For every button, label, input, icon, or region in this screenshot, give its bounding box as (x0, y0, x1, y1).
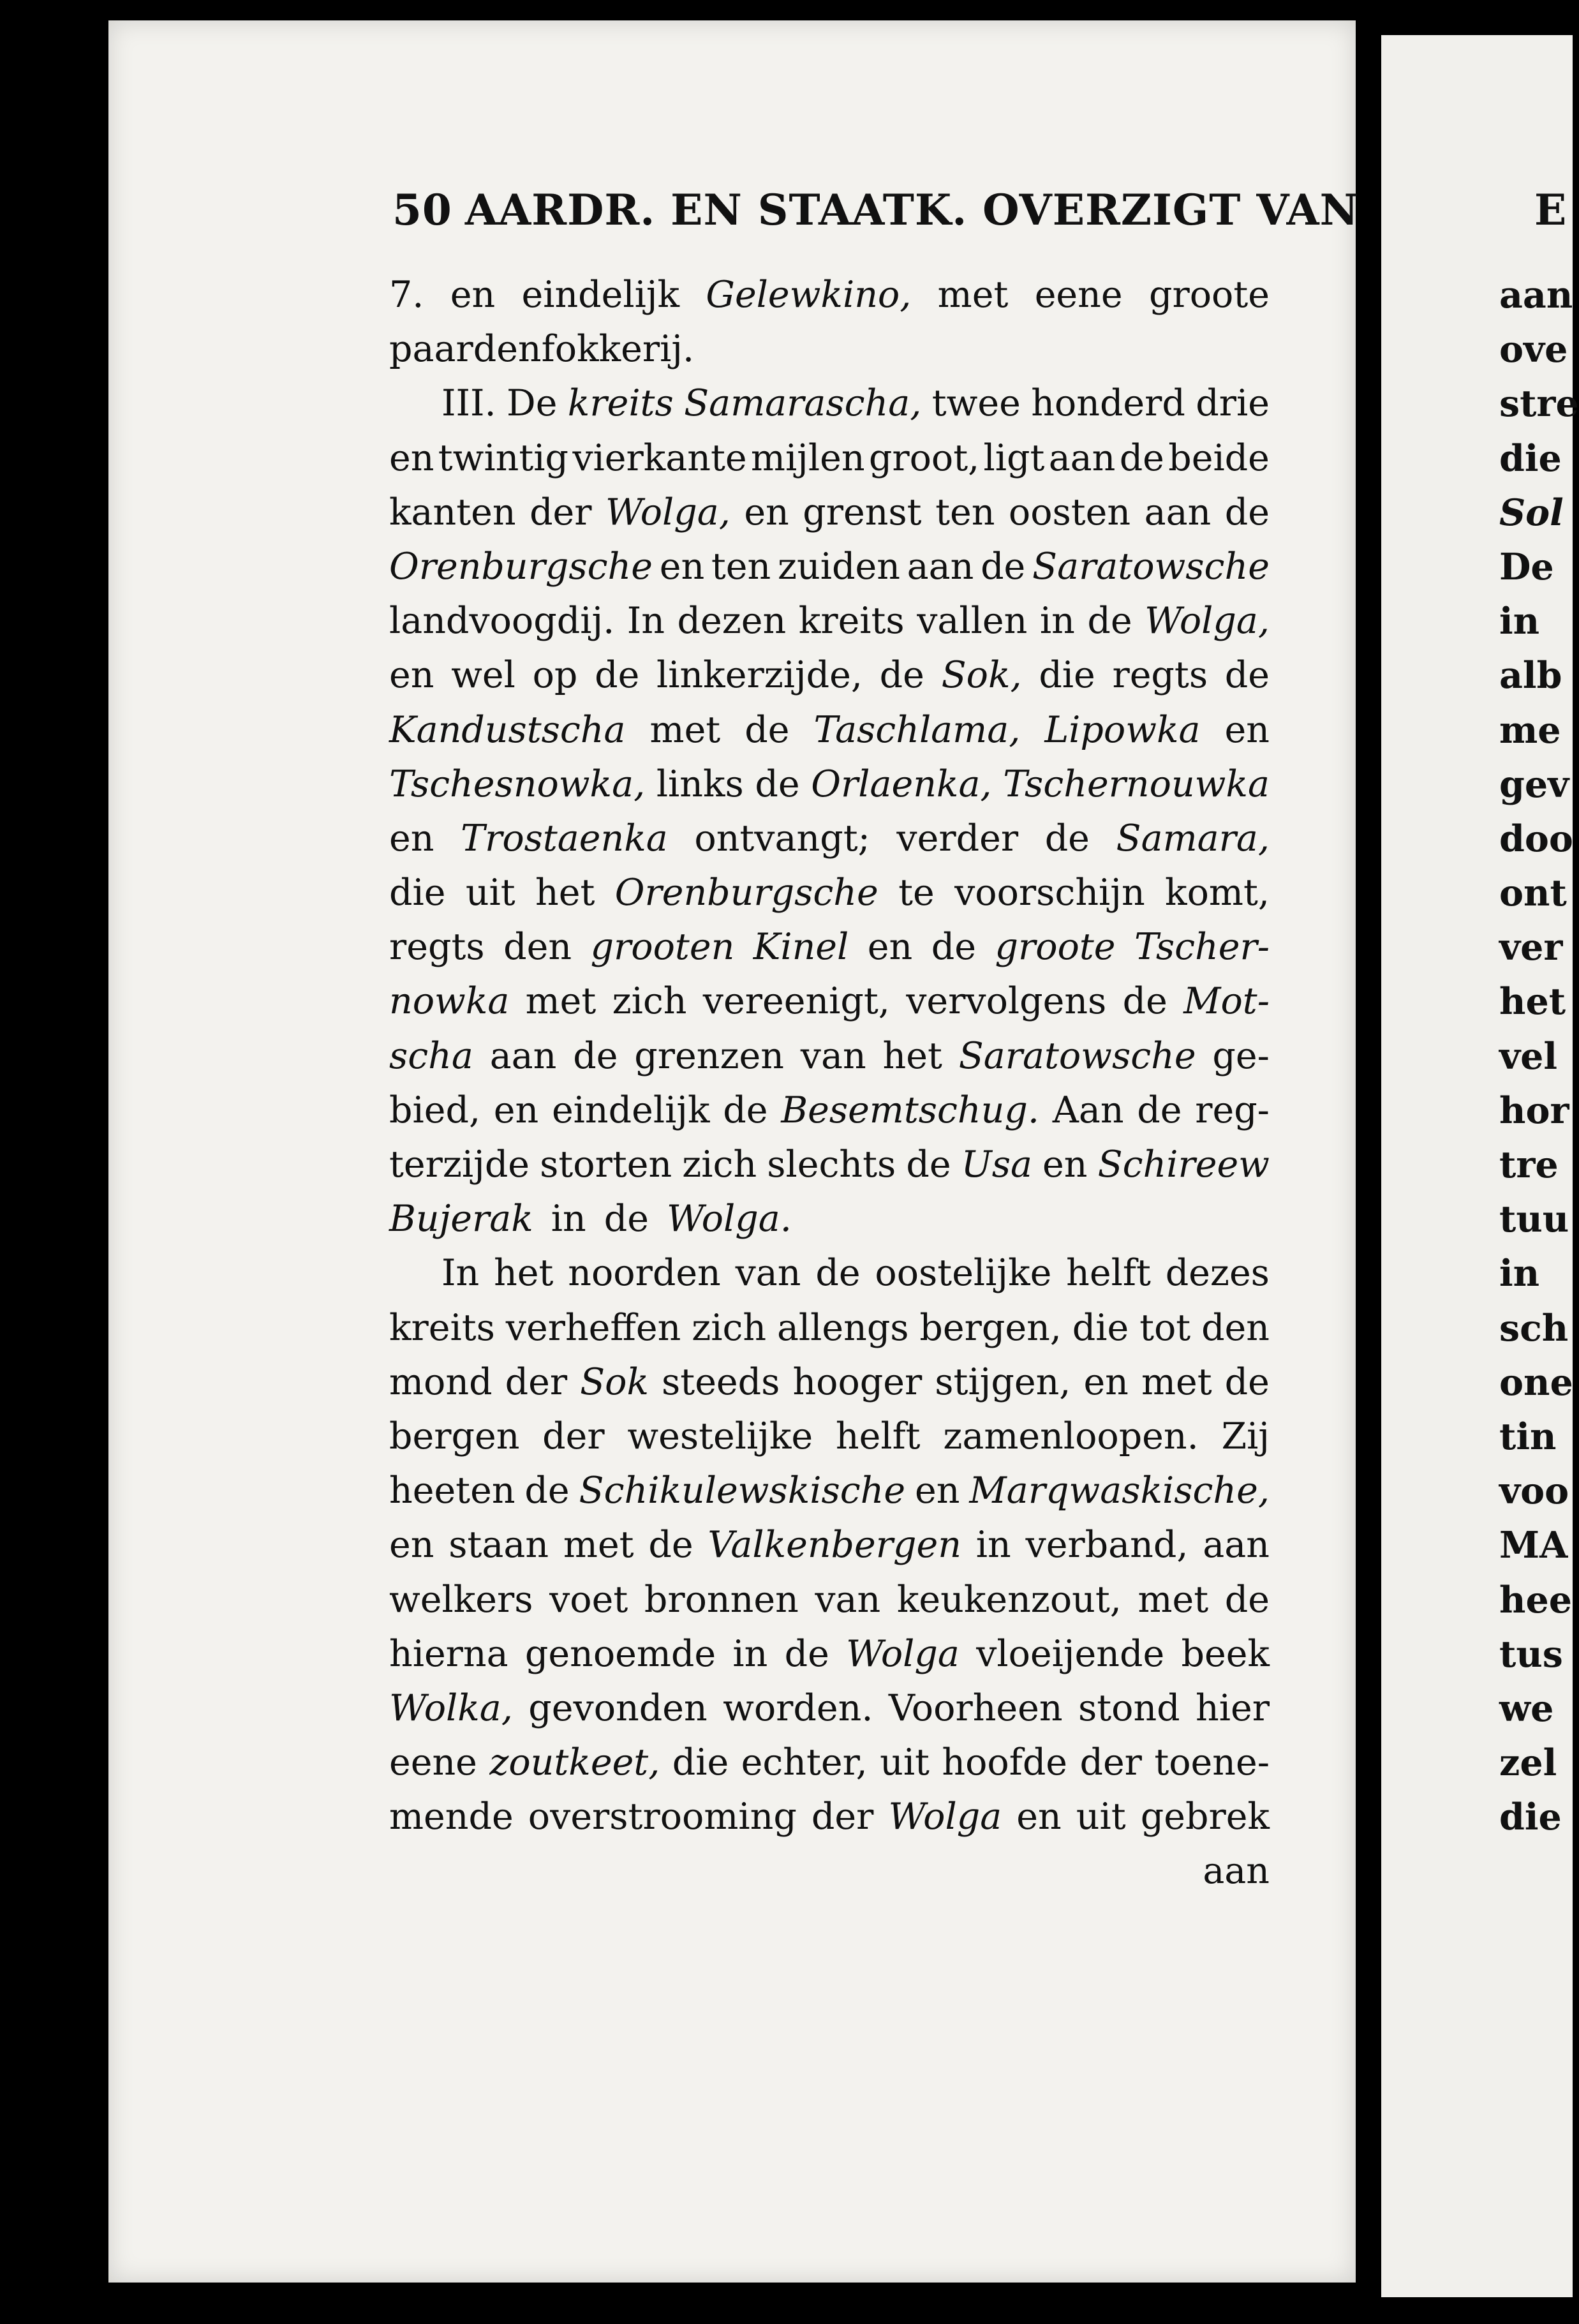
word: ten (711, 545, 771, 588)
word: vervolgens (906, 980, 1107, 1023)
word: de (745, 708, 790, 751)
running-head-title: AARDR. EN STAATK. OVERZIGT VAN (464, 185, 1360, 235)
word: mijlen (750, 436, 865, 479)
word: bied, (389, 1089, 481, 1131)
word: uit (1076, 1796, 1126, 1838)
facing-page-fragment: tre (1499, 1143, 1559, 1186)
word: en (389, 654, 434, 697)
word: de (648, 1524, 693, 1567)
word: kreits (567, 382, 674, 425)
word: in (975, 1524, 1011, 1567)
word: Samara, (1116, 817, 1270, 860)
word: linkerzijde, (656, 654, 863, 697)
word: hooger (792, 1360, 923, 1403)
word: de (723, 1089, 768, 1131)
word: de (784, 1632, 829, 1675)
text-line (389, 540, 1270, 594)
facing-page-fragment: ont (1499, 872, 1567, 915)
word: hier (1196, 1687, 1270, 1729)
word: eindelijk (521, 274, 680, 316)
word: ge- (1212, 1034, 1270, 1077)
word: honderd (1031, 382, 1185, 425)
word: te (898, 872, 935, 914)
word: paardenfokkerij. (389, 328, 695, 371)
word: ontvangt; (694, 817, 870, 860)
facing-page-fragment: hee (1499, 1578, 1572, 1621)
facing-page-fragment: die (1499, 1796, 1562, 1839)
word: de (524, 1470, 570, 1512)
word: in (1039, 600, 1075, 643)
text-line (389, 1736, 1270, 1790)
word: Tscher- (1134, 926, 1270, 969)
facing-page-fragment: we (1499, 1687, 1554, 1730)
word: overstrooming (528, 1796, 797, 1838)
facing-page-fragment: stre (1499, 382, 1579, 426)
word: genoemde (524, 1632, 716, 1675)
word: slechts (767, 1143, 896, 1186)
page-number: 50 (392, 185, 452, 235)
word: 7. (389, 274, 424, 316)
facing-page-fragment: one (1499, 1360, 1573, 1404)
indented-word (389, 1246, 479, 1300)
facing-page-fragment: het (1499, 980, 1566, 1024)
word: stond (1078, 1687, 1180, 1729)
facing-page-text-fragments (1499, 268, 1579, 1844)
word: der (542, 1415, 605, 1457)
word: zich (612, 980, 687, 1023)
word: beek (1181, 1632, 1270, 1675)
word: de (815, 1252, 861, 1295)
word: der (530, 491, 592, 533)
word: de (906, 1143, 951, 1186)
text-line (389, 1029, 1270, 1084)
word: Sok, (941, 654, 1022, 697)
word: op (532, 654, 578, 697)
word: welkers (389, 1578, 533, 1621)
word: hierna (389, 1632, 508, 1675)
facing-page-fragment: me (1499, 708, 1561, 752)
word: grenzen (634, 1034, 784, 1077)
facing-page-fragment: sch (1499, 1306, 1569, 1350)
word: Marqwaskische, (969, 1470, 1270, 1512)
facing-page-fragment: zel (1499, 1741, 1557, 1785)
word: Tschernouwka (1003, 763, 1270, 805)
word: ten (935, 491, 995, 533)
word: wel (451, 654, 515, 697)
word: Usa (961, 1143, 1032, 1186)
word: den (503, 926, 572, 969)
word: de (1087, 600, 1132, 643)
word: terzijde (389, 1143, 530, 1186)
word: Tschesnowka, (389, 763, 646, 805)
word: en (915, 1470, 960, 1512)
word: Kandustscha (389, 708, 626, 751)
word: Zij (1221, 1415, 1270, 1457)
text-line (389, 757, 1270, 812)
word: groot, (868, 436, 980, 479)
word: Voorheen (888, 1687, 1063, 1729)
word: reg- (1195, 1089, 1270, 1131)
word: heeten (389, 1470, 515, 1512)
word: het (882, 1034, 942, 1077)
word: de (879, 654, 924, 697)
word: Wolka, (389, 1687, 513, 1729)
word: met (937, 274, 1009, 316)
word: kreits (389, 1306, 495, 1349)
text-line (389, 1681, 1270, 1736)
word: zich (692, 1306, 767, 1349)
word: Orenburgsche (614, 872, 878, 914)
text-line (389, 974, 1270, 1029)
word: het (494, 1252, 554, 1295)
facing-page-fragment: ove (1499, 328, 1568, 371)
word: van (800, 1034, 866, 1077)
word: met (563, 1524, 634, 1567)
word: voet (549, 1578, 628, 1621)
word: regts (1112, 654, 1208, 697)
word: oostelijke (875, 1252, 1052, 1295)
word: de (1119, 436, 1164, 479)
word: Wolga, (1145, 600, 1270, 643)
text-line (389, 1138, 1270, 1192)
word: Taschlama, (813, 708, 1021, 751)
text-line (389, 322, 1270, 376)
word: Valkenbergen (708, 1524, 961, 1567)
text-line (389, 1301, 1270, 1355)
word: en (389, 817, 434, 860)
word: storten (540, 1143, 672, 1186)
word: dezes (1165, 1252, 1270, 1295)
word: en (389, 436, 434, 479)
word: bergen, (919, 1306, 1062, 1349)
word: aan (907, 545, 974, 588)
word: met (1138, 1578, 1209, 1621)
word: vereenigt, (702, 980, 890, 1023)
word: zamenloopen. (943, 1415, 1199, 1457)
word: vierkante (572, 436, 747, 479)
text-line (389, 1464, 1270, 1518)
word: groote (1148, 274, 1270, 316)
word: de (1137, 1089, 1182, 1131)
word: grenst (803, 491, 922, 533)
word: de (1122, 980, 1168, 1023)
word: III. (441, 382, 496, 425)
word: echter, (741, 1741, 868, 1784)
word: De (507, 382, 558, 425)
text-line (389, 920, 1270, 974)
word: links (656, 763, 744, 805)
word: Schikulewskische (579, 1470, 906, 1512)
facing-page-fragment: tuu (1499, 1198, 1569, 1241)
word: die (1039, 654, 1095, 697)
word: westelijke (627, 1415, 813, 1457)
word: Saratowsche (958, 1034, 1196, 1077)
word: grooten (590, 926, 735, 969)
word: en (450, 274, 496, 316)
word: noorden (568, 1252, 721, 1295)
body-text (389, 268, 1270, 1899)
facing-page-fragment: ver (1499, 926, 1563, 969)
word: Besemtschug. (781, 1089, 1039, 1131)
word: en (659, 545, 705, 588)
word: en (1042, 1143, 1088, 1186)
word: mond (389, 1360, 493, 1403)
word: Wolga (846, 1632, 960, 1675)
word: Schireew (1097, 1143, 1270, 1186)
word: en (867, 926, 913, 969)
word: de (1224, 654, 1270, 697)
word: verder (896, 817, 1019, 860)
word: en (1083, 1360, 1129, 1403)
facing-page-fragment: vel (1499, 1034, 1558, 1078)
word: Wolga (888, 1796, 1002, 1838)
facing-page-fragment: De (1499, 545, 1554, 588)
word: eene (389, 1741, 477, 1784)
running-head (392, 185, 1360, 235)
facing-page-fragment: tus (1499, 1632, 1563, 1676)
word: der (811, 1796, 874, 1838)
word: staan (448, 1524, 549, 1567)
word: scha (389, 1034, 473, 1077)
word: der (505, 1360, 568, 1403)
word: ligt (983, 436, 1045, 479)
word: de (573, 1034, 618, 1077)
text-line (389, 648, 1270, 703)
facing-page-fragment: MA (1499, 1524, 1568, 1567)
word: Wolga. (666, 1198, 792, 1240)
word: oosten (1008, 491, 1131, 533)
text-line (389, 1246, 1270, 1300)
facing-page-fragment: doo (1499, 817, 1573, 860)
text-line (389, 268, 1270, 322)
facing-page-fragment: tin (1499, 1415, 1557, 1458)
text-line (389, 1410, 1270, 1464)
text-line (389, 1084, 1270, 1138)
word: en (744, 491, 789, 533)
facing-page-fragment: aan (1499, 274, 1573, 317)
word: voorschijn (954, 872, 1145, 914)
word: de (1224, 1578, 1270, 1621)
word: twintig (438, 436, 569, 479)
facing-page-fragment: hor (1499, 1089, 1569, 1132)
word: nowka (389, 980, 510, 1023)
word: kanten (389, 491, 516, 533)
word: de (1224, 1360, 1270, 1403)
word: de (1044, 817, 1090, 860)
word: aan (1048, 436, 1116, 479)
text-line (389, 1518, 1270, 1572)
word: Orenburgsche (389, 545, 653, 588)
word: met (525, 980, 597, 1023)
word: kreits (798, 600, 905, 643)
word: de (1224, 491, 1270, 533)
word: landvoogdij. (389, 600, 615, 643)
word: twee (931, 382, 1021, 425)
word: en (493, 1089, 539, 1131)
word: Samarascha, (684, 382, 922, 425)
word: verband, (1025, 1524, 1189, 1567)
word: zich (682, 1143, 757, 1186)
facing-page-fragment: voo (1499, 1470, 1569, 1513)
word: Mot- (1183, 980, 1270, 1023)
word: verheffen (505, 1306, 681, 1349)
word: In (441, 1252, 480, 1295)
word: die (389, 872, 446, 914)
word: vloeijende (976, 1632, 1165, 1675)
word: gevonden (528, 1687, 708, 1729)
facing-page-fragment: Sol (1499, 491, 1564, 534)
word: in (551, 1198, 586, 1240)
word: eene (1034, 274, 1123, 316)
word: helft (1066, 1252, 1151, 1295)
text-line (389, 594, 1270, 648)
word: die (672, 1741, 729, 1784)
facing-page-fragment: in (1499, 1252, 1540, 1295)
word: en (1224, 708, 1270, 751)
word: In (626, 600, 665, 643)
word: Saratowsche (1032, 545, 1270, 588)
facing-page-head-fragment: E (1534, 185, 1567, 235)
facing-page-fragment: in (1499, 600, 1540, 643)
word: Trostaenka (461, 817, 668, 860)
word: zuiden (778, 545, 900, 588)
text-line (389, 1573, 1270, 1627)
word: het (535, 872, 595, 914)
word: in (732, 1632, 768, 1675)
word: van (815, 1578, 881, 1621)
word: met (649, 708, 721, 751)
word: Wolga, (605, 491, 730, 533)
text-line (389, 1355, 1270, 1410)
word: Orlaenka, (811, 763, 992, 805)
word: uit (880, 1741, 930, 1784)
word: de (931, 926, 976, 969)
word: allengs (776, 1306, 909, 1349)
word: aan (1144, 491, 1212, 533)
word: en (389, 1524, 434, 1567)
text-line (389, 1192, 1270, 1246)
word: steeds (662, 1360, 780, 1403)
word: regts (389, 926, 485, 969)
text-line (389, 376, 1270, 431)
word: groote (995, 926, 1116, 969)
word: Lipowka (1044, 708, 1201, 751)
word: en (1016, 1796, 1062, 1838)
text-line (389, 812, 1270, 866)
word: der (1079, 1741, 1142, 1784)
word: tot (1139, 1306, 1191, 1349)
word: aan (1203, 1524, 1270, 1567)
word: Kinel (753, 926, 849, 969)
facing-page-fragment: die (1499, 436, 1562, 480)
text-line (389, 703, 1270, 757)
word: stijgen, (935, 1360, 1071, 1403)
word: helft (835, 1415, 921, 1457)
word: Gelewkino, (706, 274, 912, 316)
indented-word (389, 376, 496, 431)
word: eindelijk (551, 1089, 710, 1131)
word: aan (489, 1034, 557, 1077)
word: bergen (389, 1415, 520, 1457)
word: den (1201, 1306, 1270, 1349)
word: Bujerak (389, 1198, 533, 1240)
text-line (389, 431, 1270, 486)
facing-page-fragment: gev (1499, 763, 1569, 806)
word: keukenzout, (896, 1578, 1122, 1621)
catchword-line (389, 1844, 1270, 1898)
word: komt, (1165, 872, 1270, 914)
text-line (389, 1790, 1270, 1844)
word: toene- (1154, 1741, 1270, 1784)
word: vallen (917, 600, 1028, 643)
word: hoofde (942, 1741, 1068, 1784)
word: van (735, 1252, 801, 1295)
word: de (981, 545, 1026, 588)
word: Sok (580, 1360, 649, 1403)
word: de (595, 654, 640, 697)
word: zoutkeet, (489, 1741, 660, 1784)
word: worden. (723, 1687, 873, 1729)
word: de (755, 763, 800, 805)
facing-page-fragment: alb (1499, 654, 1562, 697)
word: Aan (1052, 1089, 1124, 1131)
word: de (604, 1198, 649, 1240)
word: mende (389, 1796, 514, 1838)
word: met (1141, 1360, 1212, 1403)
text-line (389, 1627, 1270, 1681)
word: drie (1196, 382, 1270, 425)
text-line (389, 486, 1270, 540)
word: gebrek (1140, 1796, 1270, 1838)
catchword: aan (1203, 1850, 1270, 1893)
word: bronnen (644, 1578, 799, 1621)
word: beide (1168, 436, 1270, 479)
text-line (389, 866, 1270, 920)
word: uit (465, 872, 515, 914)
word: die (1072, 1306, 1129, 1349)
word: dezen (677, 600, 787, 643)
